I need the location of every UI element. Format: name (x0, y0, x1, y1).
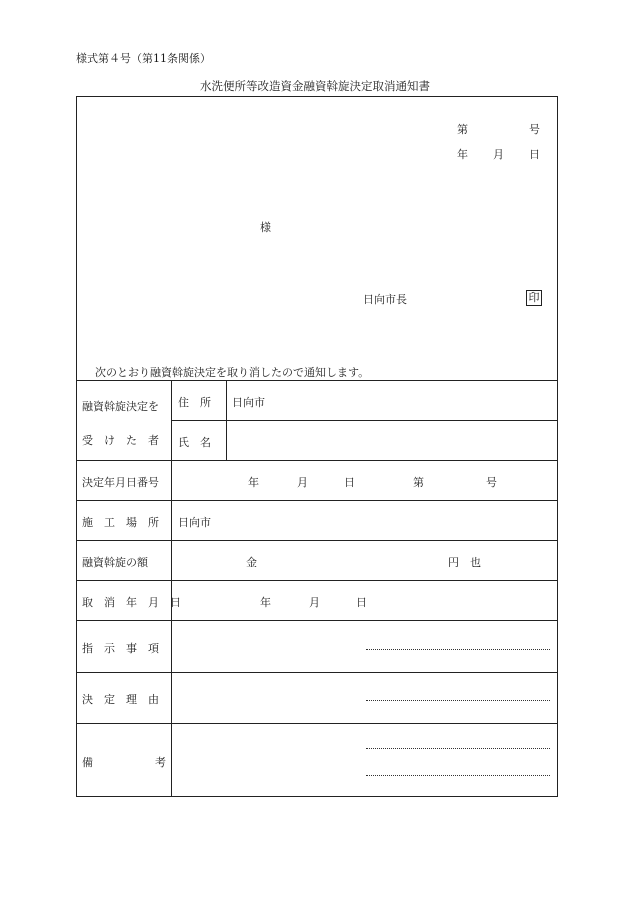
site-label: 施 工 場 所 (82, 516, 159, 529)
address-label: 住 所 (178, 396, 211, 409)
table-top-border (76, 96, 558, 97)
remarks-dotted-line-1 (366, 748, 550, 749)
remarks-dotted-line-2 (366, 775, 550, 776)
reason-label: 決 定 理 由 (82, 693, 159, 706)
instructions-label: 指 示 事 項 (82, 642, 159, 655)
site-value: 日向市 (178, 516, 211, 529)
row-line (76, 620, 558, 621)
notice-day: 日 (529, 148, 540, 161)
recipient-group-label-1: 融資斡旋決定を (82, 400, 159, 413)
notice-year: 年 (457, 148, 468, 161)
remarks-label-2: 考 (155, 756, 166, 769)
instructions-dotted-line (366, 649, 550, 650)
document-title: 水洗便所等改造資金融資斡旋決定取消通知書 (200, 79, 430, 93)
decision-month: 月 (297, 476, 308, 489)
amount-suffix: 円 也 (448, 556, 481, 569)
column-line (226, 380, 227, 460)
addressee-honorific: 様 (260, 221, 271, 234)
decision-year: 年 (248, 476, 259, 489)
row-line (76, 540, 558, 541)
amount-prefix: 金 (246, 556, 257, 569)
name-label: 氏 名 (178, 436, 211, 449)
remarks-label-1: 備 (82, 756, 93, 769)
table-right-border (557, 96, 558, 797)
row-line (76, 580, 558, 581)
notice-no-suffix: 号 (529, 123, 540, 136)
row-line (76, 380, 558, 381)
row-line (76, 672, 558, 673)
row-line (76, 500, 558, 501)
cancel-year: 年 (260, 596, 271, 609)
notice-no-prefix: 第 (457, 123, 468, 136)
issuer-name: 日向市長 (363, 293, 407, 306)
amount-label: 融資斡旋の額 (82, 556, 148, 569)
cancel-day: 日 (356, 596, 367, 609)
decision-day: 日 (344, 476, 355, 489)
table-left-border (76, 96, 77, 797)
row-line (171, 420, 558, 421)
cancel-date-label: 取 消 年 月 日 (82, 596, 181, 609)
cancel-month: 月 (309, 596, 320, 609)
form-number: 様式第４号（第11条関係） (76, 52, 211, 65)
decision-no-prefix: 第 (413, 476, 424, 489)
notice-month: 月 (493, 148, 504, 161)
seal-mark: 印 (526, 290, 542, 306)
column-line (171, 380, 172, 797)
decision-date-label: 決定年月日番号 (82, 476, 159, 489)
recipient-group-label-2: 受 け た 者 (82, 434, 159, 447)
table-bottom-border (76, 796, 558, 797)
address-value: 日向市 (232, 396, 265, 409)
notice-text: 次のとおり融資斡旋決定を取り消したので通知します。 (95, 366, 370, 379)
row-line (76, 460, 558, 461)
decision-no-suffix: 号 (486, 476, 497, 489)
row-line (76, 723, 558, 724)
reason-dotted-line (366, 700, 550, 701)
